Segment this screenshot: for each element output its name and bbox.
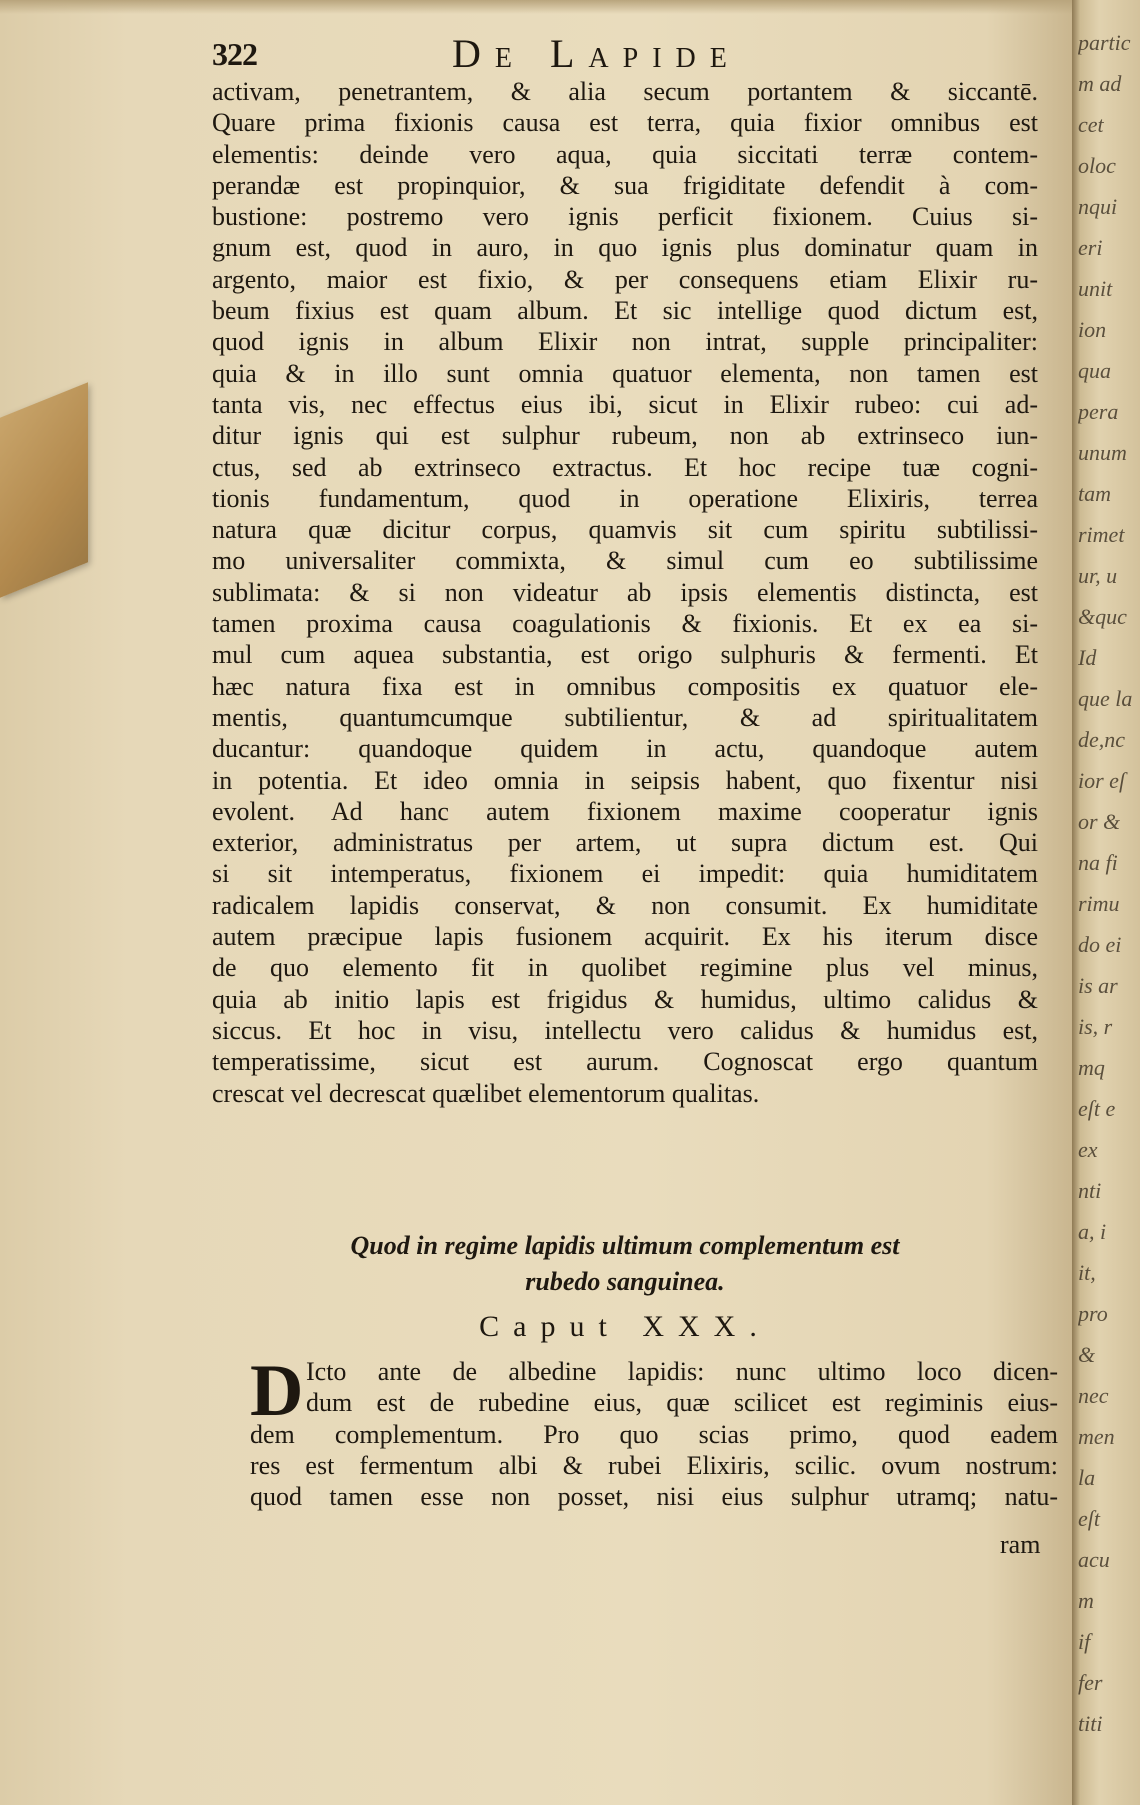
facing-page-fragment: oloc [1078,153,1116,178]
facing-page-fragment: pera [1078,399,1119,424]
text-line: perandæ est propinquior, & sua frigiditate defendit à com- [212,170,1038,200]
text-line: mentis, quantumcumque subtilientur, & ad spiritualitatem [212,702,1038,732]
facing-page-fragment: mq [1078,1055,1105,1080]
facing-page-fragment: titi [1078,1711,1103,1736]
chapter-text-line: dem complementum. Pro quo scias primo, quod eadem [250,1419,1058,1449]
text-line: hæc natura fixa est in omnibus compositis ex quatuor ele- [212,671,1038,701]
facing-page-fragment: acu [1078,1547,1110,1572]
facing-page-fragment: or & [1078,809,1121,834]
chapter-text-line: res est fermentum albi & rubei Elixiris, scilic. ovum nostrum: [250,1450,1058,1480]
facing-page-fragment: partic [1078,30,1131,55]
facing-page-fragment: & [1078,1342,1096,1367]
text-line: mul cum aquea substantia, est origo sulphuris & fermenti. Et [212,640,1038,670]
facing-page-fragment: unit [1078,276,1113,301]
facing-page-fragment: nqui [1078,194,1118,219]
text-line: ducantur: quandoque quidem in actu, quandoque autem [212,734,1038,764]
facing-page-fragment: ex [1078,1137,1098,1162]
catchword: ram [1000,1530,1041,1559]
facing-page-fragment: ior eſ [1078,768,1126,793]
facing-page-fragment: a, i [1078,1219,1107,1244]
running-title: De Lapide [452,31,741,76]
facing-page-fragment: na fi [1078,850,1118,875]
facing-page-fragment: de,nc [1078,727,1126,752]
facing-page-edge [1072,0,1140,1805]
facing-page-fragment: eri [1078,235,1103,260]
text-line: activam, penetrantem, & alia secum portantem & siccantē. [212,77,1038,106]
facing-page-fragment: do ei [1078,932,1122,957]
facing-page-fragment: nec [1078,1383,1109,1408]
text-line: Quare prima fixionis causa est terra, quia fixior omnibus est [212,108,1038,138]
page-number: 322 [212,36,257,72]
text-line: exterior, administratus per artem, ut supra dictum est. Qui [212,828,1038,858]
text-line: ditur ignis qui est sulphur rubeum, non ab extrinseco iun- [212,421,1038,451]
facing-page-fragment: is ar [1078,973,1118,998]
text-line: tanta vis, nec effectus eius ibi, sicut in Elixir rubeo: cui ad- [212,389,1038,419]
chapter-subtitle-line-2: rubedo sanguinea. [525,1267,725,1296]
text-line: radicalem lapidis conservat, & non consumit. Ex humiditate [212,890,1038,920]
facing-page-fragment: nti [1078,1178,1102,1203]
text-line: siccus. Et hoc in visu, intellectu vero calidus & humidus est, [212,1015,1038,1045]
facing-page-fragment: m ad [1078,71,1122,96]
text-line: de quo elemento fit in quolibet regimine plus vel minus, [212,953,1038,983]
facing-page-fragment: &quc [1078,604,1127,629]
facing-page-fragment: cet [1078,112,1104,137]
text-line: natura quæ dicitur corpus, quamvis sit cum spiritu subtilissi- [212,515,1038,545]
paper-bookmark-tab [0,382,88,598]
facing-page-fragment: pro [1078,1301,1108,1326]
chapter-text-line: dum est de rubedine eius, quæ scilicet est regiminis eius- [306,1388,1058,1418]
facing-page-fragment: rimu [1078,891,1120,916]
text-line: elementis: deinde vero aqua, quia siccitati terræ contem- [212,139,1038,169]
facing-page-fragment: m [1078,1588,1094,1613]
facing-page-fragment: if [1078,1629,1091,1654]
text-line: quod ignis in album Elixir non intrat, supple principaliter: [212,327,1038,357]
page-header [212,30,1032,78]
text-line: in potentia. Et ideo omnia in seipsis habent, quo fixentur nisi [212,765,1038,795]
facing-page-fragment: is, r [1078,1014,1113,1039]
facing-page-fragment: it, [1078,1260,1096,1285]
facing-page-fragment: qua [1078,358,1111,383]
chapter-heading: Caput XXX. [479,1310,771,1343]
facing-page-fragment: fer [1078,1670,1103,1695]
facing-page-fragment: la [1078,1465,1096,1490]
drop-cap: D [250,1350,304,1432]
text-line: autem præcipue lapis fusionem acquirit. Ex his iterum disce [212,922,1038,952]
chapter-text-line: Icto ante de albedine lapidis: nunc ultimo loco dicen- [306,1357,1058,1386]
main-text-block [212,76,1038,1109]
facing-page-fragment: Id [1078,645,1097,670]
text-line: ctus, sed ab extrinseco extractus. Et hoc recipe tuæ cogni- [212,452,1038,482]
chapter-subtitle-line-1: Quod in regime lapidis ultimum complementum est [350,1231,900,1260]
facing-page-fragment: ion [1078,317,1107,342]
facing-page-fragment: eſt e [1078,1096,1116,1121]
text-line: quia ab initio lapis est frigidus & humidus, ultimo calidus & [212,984,1038,1014]
facing-page-fragment: rimet [1078,522,1125,547]
text-line: quia & in illo sunt omnia quatuor elementa, non tamen est [212,358,1038,388]
chapter-text-block [250,1350,1058,1512]
text-line: bustione: postremo vero ignis perficit fixionem. Cuius si- [212,202,1038,232]
facing-page-fragment: eſt [1078,1506,1100,1531]
text-line: beum fixius est quam album. Et sic intellige quod dictum est, [212,296,1038,326]
text-line: evolent. Ad hanc autem fixionem maxime cooperatur ignis [212,796,1038,826]
text-line: sublimata: & si non videatur ab ipsis elementis distincta, est [212,577,1038,607]
facing-page-fragment: men [1078,1424,1115,1449]
facing-page-fragment: tam [1078,481,1111,506]
text-line: tionis fundamentum, quod in operatione Elixiris, terrea [212,483,1038,513]
text-line: mo universaliter commixta, & simul cum eo subtilissime [212,546,1038,576]
text-line: gnum est, quod in auro, in quo ignis plus dominatur quam in [212,233,1038,263]
chapter-text-line: quod tamen esse non posset, nisi eius sulphur utramq; natu- [250,1482,1058,1512]
text-line: tamen proxima causa coagulationis & fixionis. Et ex ea si- [212,609,1038,639]
text-line: si sit intemperatus, fixionem ei impedit: quia humiditatem [212,859,1038,889]
facing-page-fragment: que la [1078,686,1133,711]
text-line: crescat vel decrescat quælibet elementorum qualitas. [212,1078,760,1108]
facing-page-fragment: ur, u [1078,563,1118,588]
text-line: temperatissime, sicut est aurum. Cognoscat ergo quantum [212,1047,1038,1077]
text-line: argento, maior est fixio, & per consequens etiam Elixir ru- [212,264,1038,294]
chapter-subtitle [212,1228,1038,1300]
facing-page-fragment: unum [1078,440,1127,465]
